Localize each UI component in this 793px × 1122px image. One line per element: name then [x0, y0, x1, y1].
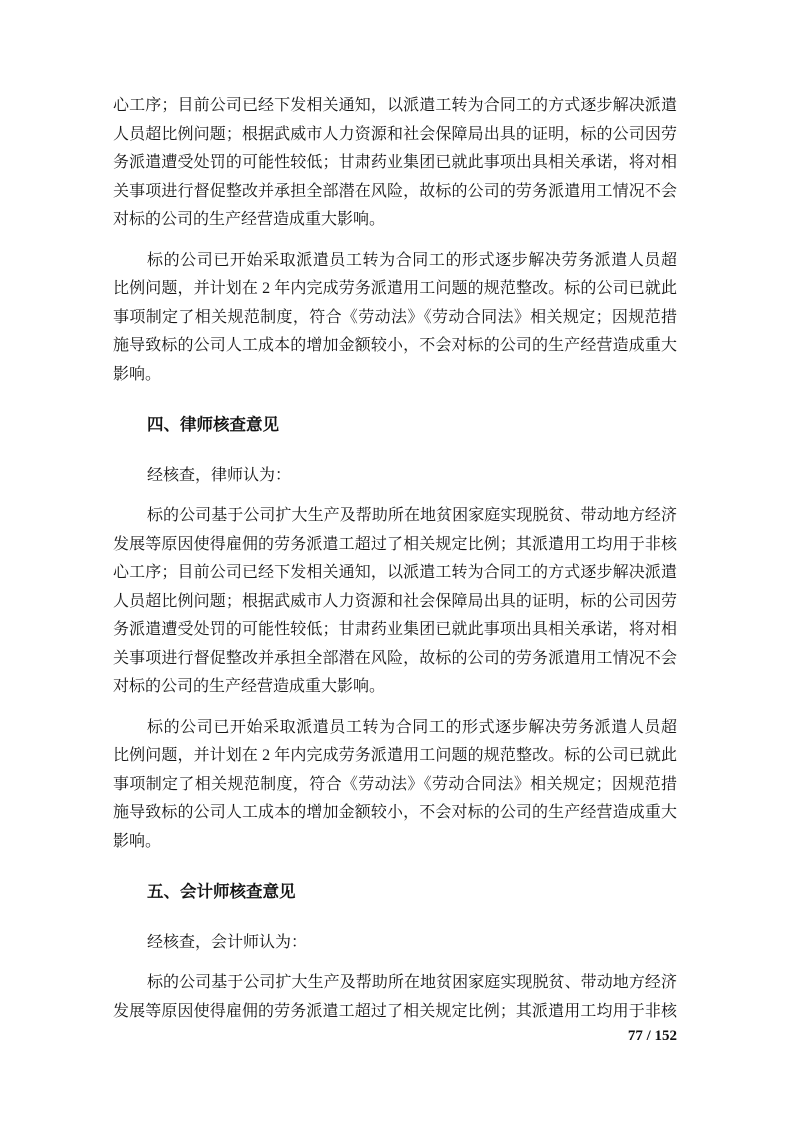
paragraph-line: 心工序；目前公司已经下发相关通知，以派遣工转为合同工的方式逐步解决派遣 — [113, 97, 677, 114]
paragraph-lawyer-intro — [113, 462, 677, 491]
paragraph-line: 关事项进行督促整改并承担全部潜在风险，故标的公司的劳务派遣用工情况不会 — [113, 649, 677, 667]
paragraph-line: 标的公司基于公司扩大生产及帮助所在地贫困家庭实现脱贫、带动地方经济 — [147, 974, 677, 991]
heading-line: 四、律师核查意见 — [147, 415, 279, 434]
paragraph-rectification-plan — [113, 247, 677, 390]
paragraph-line: 经核查，律师认为： — [147, 466, 292, 484]
paragraph-accountant-intro — [113, 929, 677, 958]
page-footer — [113, 1026, 677, 1046]
heading-lawyer-verification-opinion — [113, 411, 677, 440]
paragraph-line: 发展等原因使得雇佣的劳务派遣工超过了相关规定比例；其派遣用工均用于非核 — [113, 1002, 677, 1020]
paragraph-line: 务派遣遭受处罚的可能性较低；甘肃药业集团已就此事项出具相关承诺，将对相 — [113, 154, 677, 171]
paragraph-line: 事项制定了相关规范制度，符合《劳动法》《劳动合同法》相关规定；因规范措 — [113, 308, 677, 326]
paragraph-line: 施导致标的公司人工成本的增加金额较小，不会对标的公司的生产经营造成重大 — [113, 804, 677, 821]
document-body — [113, 92, 677, 1038]
paragraph-line: 标的公司已开始采取派遣员工转为合同工的形式逐步解决劳务派遣人员超 — [147, 251, 677, 269]
paragraph-dispatch-situation-continuation — [113, 92, 677, 235]
paragraph-line: 关事项进行督促整改并承担全部潜在风险，故标的公司的劳务派遣用工情况不会 — [113, 182, 677, 200]
page-number: 77 / 152 — [627, 1028, 677, 1044]
paragraph-line: 标的公司已开始采取派遣员工转为合同工的形式逐步解决劳务派遣人员超 — [147, 718, 677, 736]
paragraph-accountant-opinion-body — [113, 969, 677, 1026]
paragraph-line: 标的公司基于公司扩大生产及帮助所在地贫困家庭实现脱贫、带动地方经济 — [147, 507, 677, 524]
heading-line: 五、会计师核查意见 — [147, 882, 296, 901]
paragraph-line: 比例问题，并计划在 2 年内完成劳务派遣用工问题的规范整改。标的公司已就此 — [113, 747, 677, 764]
paragraph-lawyer-rectification-plan — [113, 714, 677, 857]
paragraph-line: 务派遣遭受处罚的可能性较低；甘肃药业集团已就此事项出具相关承诺，将对相 — [113, 621, 677, 638]
heading-accountant-verification-opinion — [113, 878, 677, 907]
paragraph-line: 比例问题，并计划在 2 年内完成劳务派遣用工问题的规范整改。标的公司已就此 — [113, 280, 677, 297]
paragraph-line: 事项制定了相关规范制度，符合《劳动法》《劳动合同法》相关规定；因规范措 — [113, 775, 677, 793]
paragraph-line: 人员超比例问题；根据武威市人力资源和社会保障局出具的证明，标的公司因劳 — [113, 125, 677, 143]
paragraph-line: 对标的公司的生产经营造成重大影响。 — [113, 678, 386, 695]
paragraph-line: 心工序；目前公司已经下发相关通知，以派遣工转为合同工的方式逐步解决派遣 — [113, 564, 677, 581]
paragraph-line: 影响。 — [113, 832, 162, 850]
paragraph-line: 影响。 — [113, 365, 162, 383]
paragraph-line: 对标的公司的生产经营造成重大影响。 — [113, 211, 386, 228]
paragraph-lawyer-opinion-body — [113, 502, 677, 702]
paragraph-line: 人员超比例问题；根据武威市人力资源和社会保障局出具的证明，标的公司因劳 — [113, 592, 677, 610]
paragraph-line: 施导致标的公司人工成本的增加金额较小，不会对标的公司的生产经营造成重大 — [113, 337, 677, 354]
paragraph-line: 经核查，会计师认为： — [147, 933, 308, 951]
paragraph-line: 发展等原因使得雇佣的劳务派遣工超过了相关规定比例；其派遣用工均用于非核 — [113, 535, 677, 553]
